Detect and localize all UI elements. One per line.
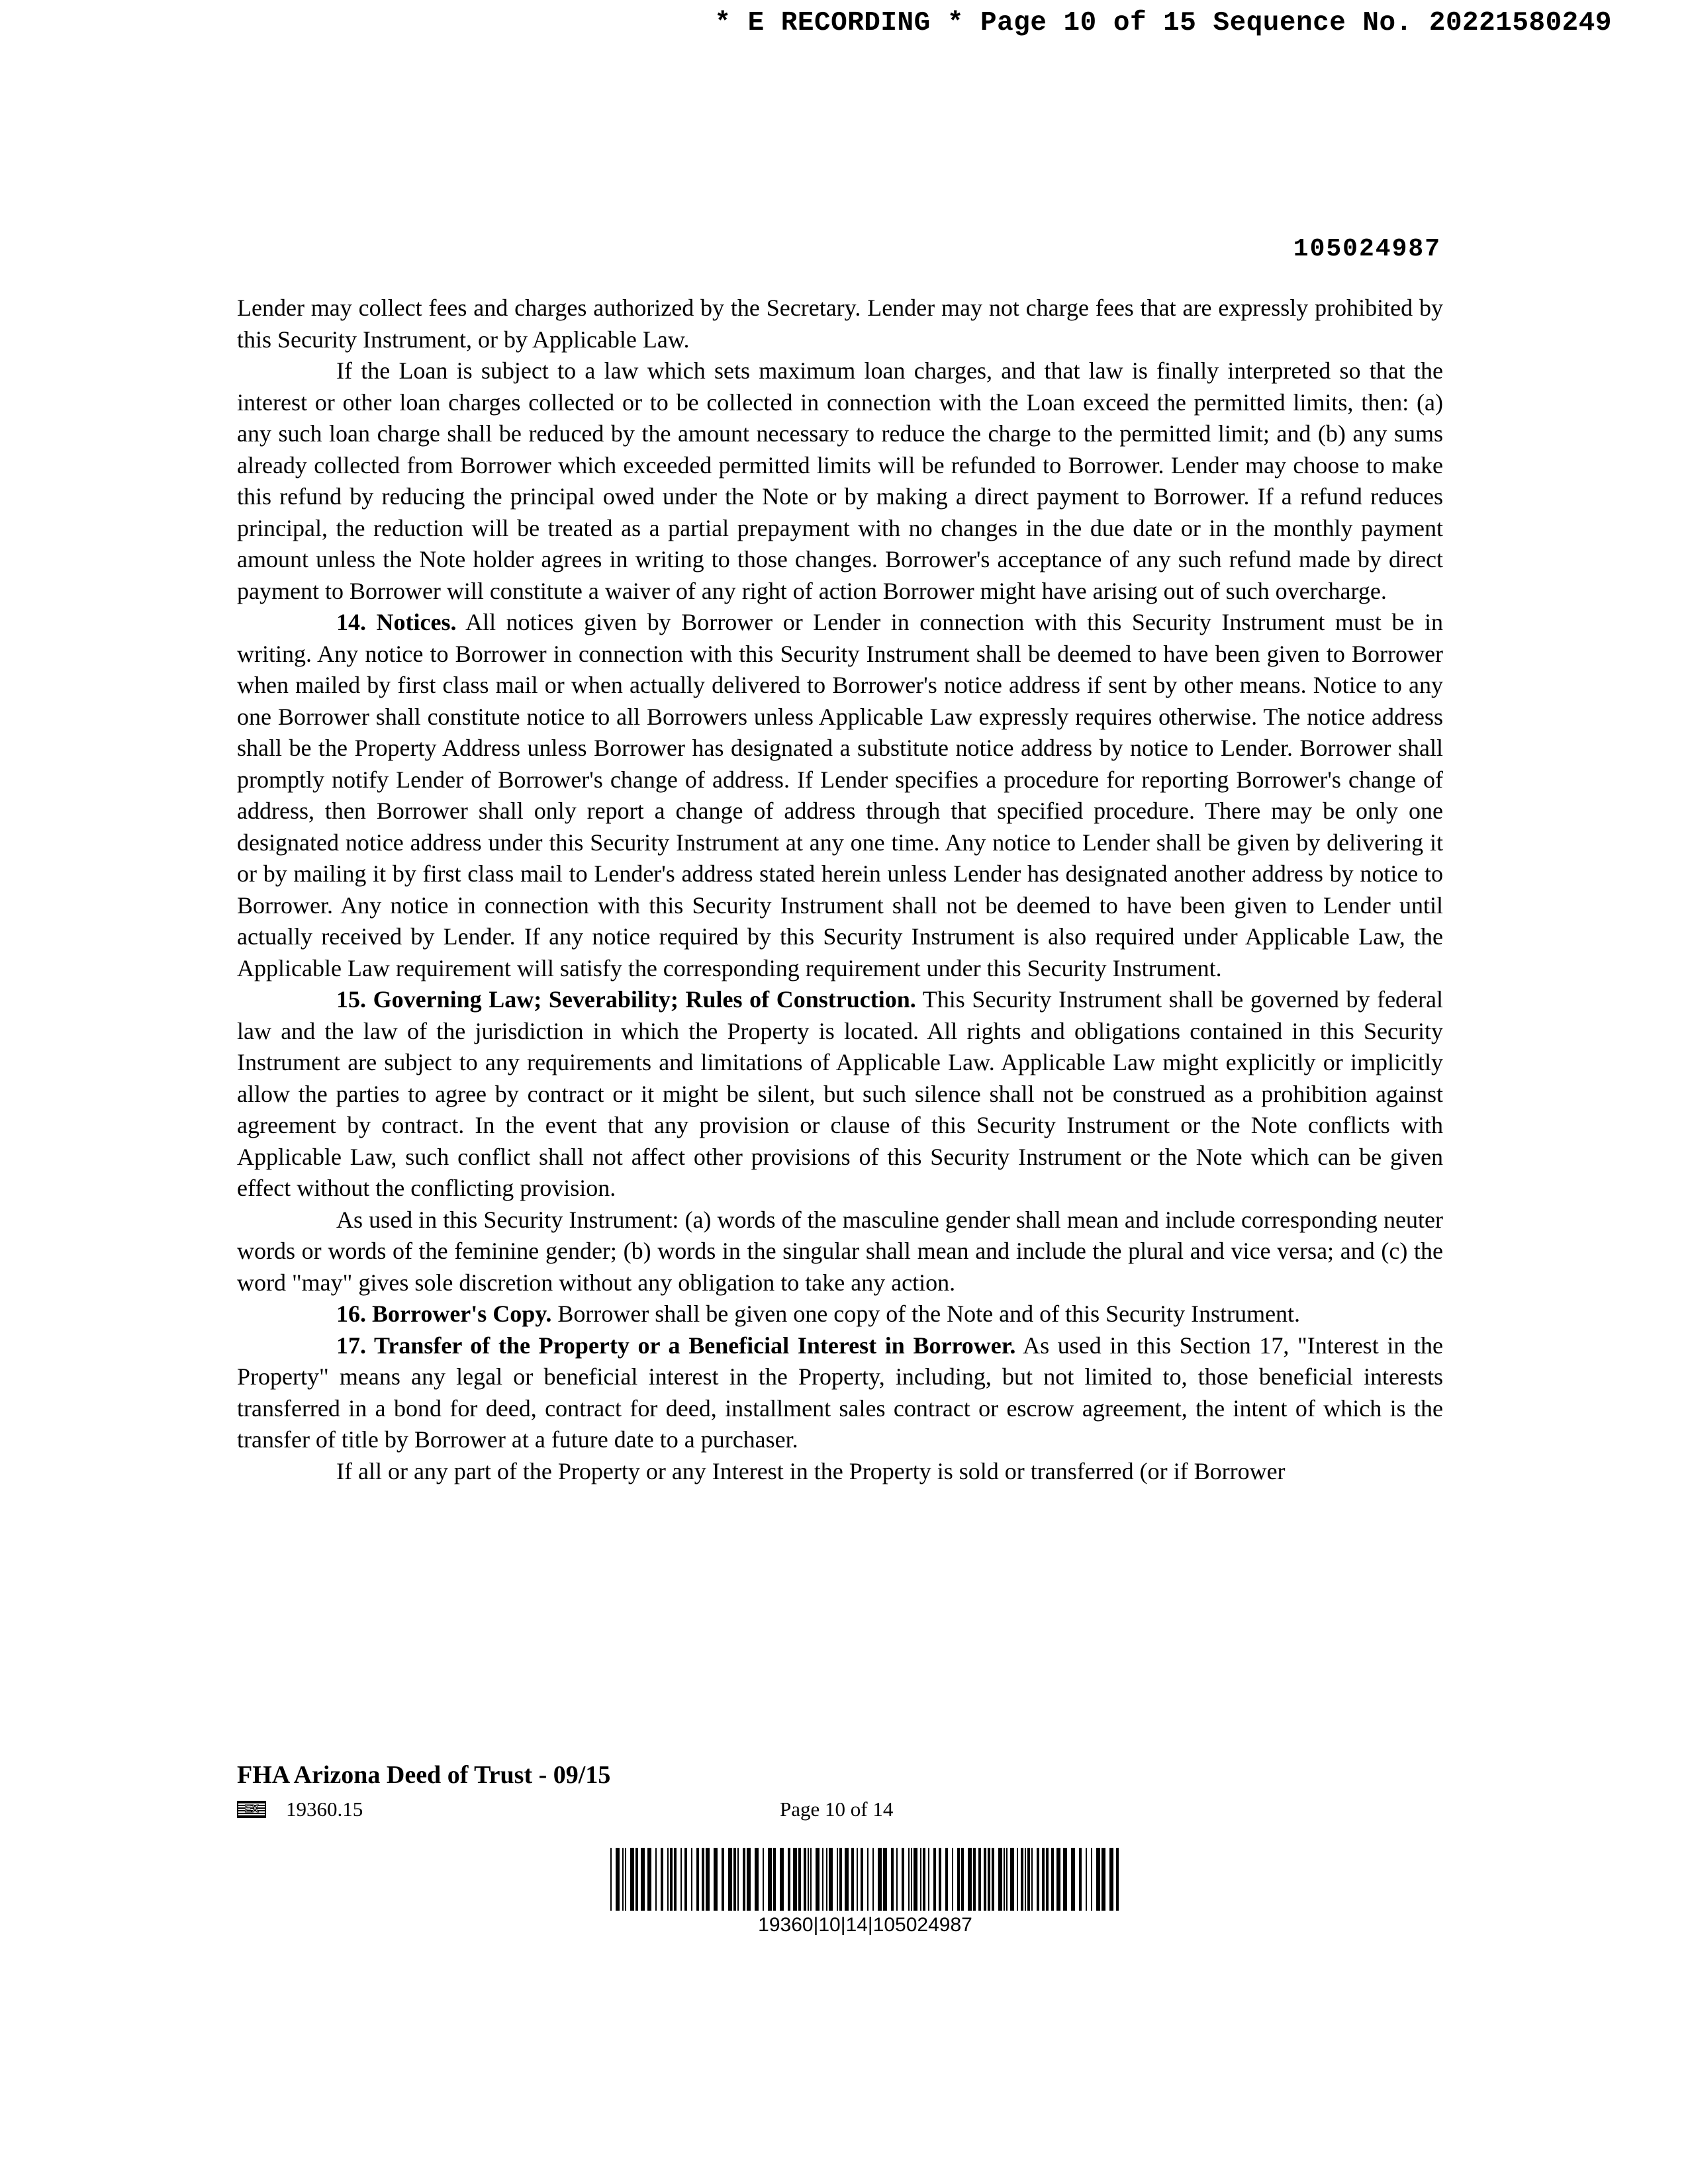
section-16-borrowers-copy [237,1298,1443,1330]
section-17-text: As used in this Section 17, "Interest in the Property" means any legal or beneficial interest in the Property, including, but not limited to, those beneficial interests transferred in a bond for deed, contract for deed, installment sales contract or escrow agreement, the intent of which is the transfer of title by Borrower at a future date to a purchaser. [237,1332,1443,1453]
paragraph-fees: Lender may collect fees and charges authorized by the Secretary. Lender may not charge fees that are expressly prohibited by this Security Instrument, or by Applicable Law. [237,295,1443,353]
form-id [237,1797,363,1821]
ellie-mae-logo-icon: EX [237,1801,266,1818]
loan-number: 105024987 [1293,235,1441,263]
section-17-heading: 17. Transfer of the Property or a Beneficial Interest in Borrower. [336,1332,1016,1359]
barcode-icon [610,1848,1120,1911]
paragraph-loan-charges: If the Loan is subject to a law which sets maximum loan charges, and that law is finally interpreted so that the interest or other loan charges collected or to be collected in connection with the Loan exceed the permitted limits, then: (a) any such loan charge shall be reduced by the amount necessary to reduce the charge to the permitted limit; and (b) any sums already collected from Borrower which exceeded permitted limits will be refunded to Borrower. Lender may choose to make this refund by reducing the principal owed under the Note or by making a direct payment to Borrower. If a refund reduces principal, the reduction will be treated as a partial prepayment with no changes in the due date or in the monthly payment amount unless the Note holder agrees in writing to those changes. Borrower's acceptance of any such refund made by direct payment to Borrower will constitute a waiver of any right of action Borrower might have arising out of such overcharge. [237,357,1443,604]
document-body [237,293,1443,1487]
form-number: 19360.15 [286,1797,363,1821]
recording-stamp: * E RECORDING * Page 10 of 15 Sequence No. 20221580249 [714,8,1612,38]
paragraph-transfer-continued: If all or any part of the Property or any Interest in the Property is sold or transferred (or if Borrower [336,1457,1286,1484]
section-14-text: All notices given by Borrower or Lender in connection with this Security Instrument must be in writing. Any notice to Borrower in connection with this Security Instrument shall be deemed to have been given to Borrower when mailed by first class mail or when actually delivered to Borrower's notice address if sent by other means. Notice to any one Borrower shall constitute notice to all Borrowers unless Applicable Law expressly requires otherwise. The notice address shall be the Property Address unless Borrower has designated a substitute notice address by notice to Lender. Borrower shall promptly notify Lender of Borrower's change of address. If Lender specifies a procedure for reporting Borrower's change of address, then Borrower shall only report a change of address through that specified procedure. There may be only one designated notice address under this Security Instrument at any one time. Any notice to Lender shall be given by delivering it or by mailing it by first class mail to Lender's address stated herein unless Lender has designated another address by notice to Borrower. Any notice in connection with this Security Instrument shall not be deemed to have been given to Lender until actually received by Lender. If any notice required by this Security Instrument is also required under Applicable Law, the Applicable Law requirement will satisfy the corresponding requirement under this Security Instrument. [237,609,1443,981]
form-title: FHA Arizona Deed of Trust - 09/15 [237,1761,611,1789]
section-16-heading: 16. Borrower's Copy. [336,1300,552,1327]
section-15-heading: 15. Governing Law; Severability; Rules of Construction. [336,986,916,1013]
section-14-notices [237,607,1443,984]
barcode-caption: 19360|10|14|105024987 [758,1914,972,1936]
section-15-governing-law [237,984,1443,1205]
section-17-transfer [237,1330,1443,1456]
section-15-text: This Security Instrument shall be governed by federal law and the law of the jurisdiction in which the Property is located. All rights and obligations contained in this Security Instrument are subject to any requirements and limitations of Applicable Law. Applicable Law might explicitly or implicitly allow the parties to agree by contract or it might be silent, but such silence shall not be construed as a prohibition against agreement by contract. In the event that any provision or clause of this Security Instrument or the Note conflicts with Applicable Law, such conflict shall not affect other provisions of this Security Instrument or the Note which can be given effect without the conflicting provision. [237,986,1444,1201]
paragraph-construction: As used in this Security Instrument: (a) words of the masculine gender shall mean and include corresponding neuter words or words of the feminine gender; (b) words in the singular shall mean and include the plural and vice versa; and (c) the word "may" gives sole discretion without any obligation to take any action. [237,1206,1443,1296]
section-14-heading: 14. Notices. [336,609,457,635]
section-16-text: Borrower shall be given one copy of the Note and of this Security Instrument. [551,1300,1301,1327]
page-number: Page 10 of 14 [780,1797,894,1821]
